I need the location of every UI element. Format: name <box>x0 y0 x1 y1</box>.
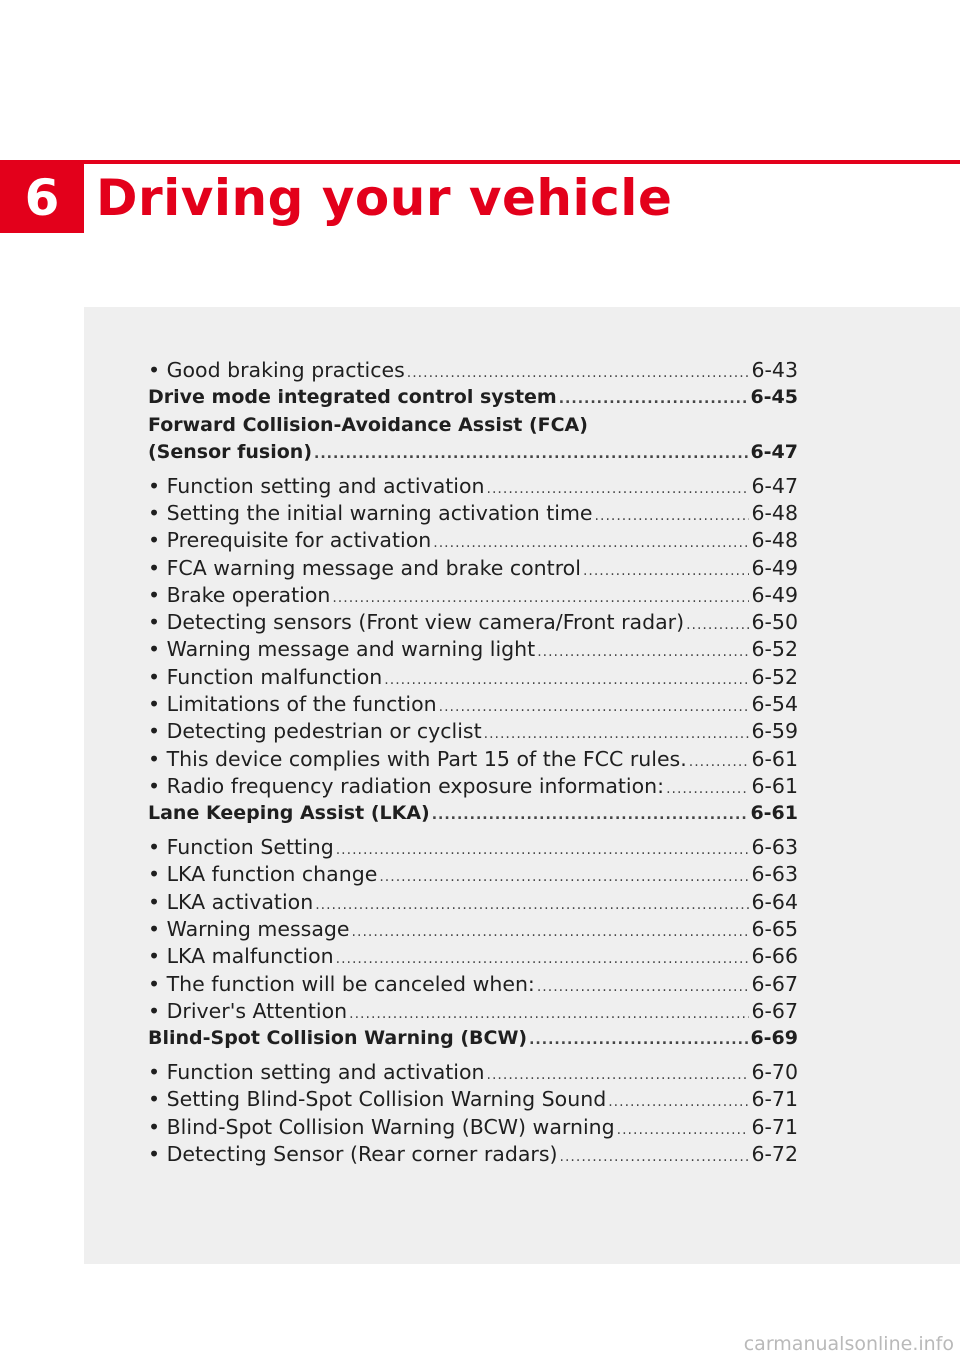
toc-subentry[interactable] <box>148 943 798 970</box>
toc-subentry[interactable] <box>148 773 798 800</box>
toc-page-number: 6-47 <box>751 473 798 498</box>
toc-entry-label: • LKA malfunction <box>148 944 334 969</box>
toc-leader-dots <box>484 721 750 748</box>
toc-leader-dots <box>407 360 750 387</box>
toc-entry-label: • Detecting Sensor (Rear corner radars) <box>148 1141 558 1166</box>
toc-entry-label: • FCA warning message and brake control <box>148 555 581 580</box>
toc-page-number: 6-71 <box>751 1087 798 1112</box>
toc-entry-label: • Function Setting <box>148 835 334 860</box>
toc-entry-label: • This device complies with Part 15 of the FCC rules. <box>148 746 687 771</box>
toc-page-number: 6-43 <box>751 358 798 382</box>
toc-leader-dots <box>336 837 750 864</box>
toc-leader-dots <box>379 864 749 891</box>
toc-leader-dots <box>384 667 749 694</box>
toc-page-number: 6-66 <box>751 944 798 969</box>
toc-subentry[interactable] <box>148 834 798 861</box>
toc-subentry[interactable] <box>148 582 798 609</box>
toc-entry-label: • Limitations of the function <box>148 692 437 717</box>
toc-leader-dots <box>595 503 750 530</box>
toc-entry-label: Lane Keeping Assist (LKA) <box>148 802 430 825</box>
toc-entry-label: Drive mode integrated control system <box>148 386 557 409</box>
toc-entry-label: • Prerequisite for activation <box>148 528 432 553</box>
toc-heading[interactable] <box>148 384 798 411</box>
toc-subentry[interactable] <box>148 889 798 916</box>
toc-subentry[interactable] <box>148 971 798 998</box>
toc-subentry[interactable] <box>148 500 798 527</box>
toc-entry-label: • Good braking practices <box>148 358 405 382</box>
toc-page-number: 6-49 <box>751 555 798 580</box>
toc-entry-label: • Function setting and activation <box>148 473 485 498</box>
toc-leader-dots <box>537 974 750 1001</box>
toc-leader-dots <box>432 802 749 829</box>
toc-entry-label: • Function malfunction <box>148 664 383 689</box>
toc-subentry[interactable] <box>148 746 798 773</box>
toc-page-number: 6-47 <box>750 440 798 463</box>
toc-entry-label: • Detecting sensors (Front view camera/Front radar) <box>148 610 685 635</box>
toc-page-number: 6-63 <box>751 835 798 860</box>
toc-subentry[interactable] <box>148 1141 798 1168</box>
toc-page-number: 6-67 <box>751 998 798 1023</box>
chapter-header <box>0 160 960 233</box>
toc-leader-dots <box>315 892 749 919</box>
toc-subentry[interactable] <box>148 1086 798 1113</box>
toc-page-number: 6-61 <box>751 746 798 771</box>
toc-subentry[interactable] <box>148 691 798 718</box>
toc-leader-dots <box>560 1144 750 1171</box>
toc-leader-dots <box>689 749 750 776</box>
toc-entry-label: Forward Collision-Avoidance Assist (FCA) <box>148 413 588 436</box>
toc-page-number: 6-70 <box>751 1059 798 1084</box>
toc-entry-label: • Setting the initial warning activation time <box>148 500 593 525</box>
table-of-contents-panel <box>84 307 960 1264</box>
toc-subentry[interactable] <box>148 861 798 888</box>
toc-entry-label: (Sensor fusion) <box>148 440 313 463</box>
toc-heading[interactable] <box>148 1025 798 1052</box>
toc-entry-label: • Setting Blind-Spot Collision Warning Sound <box>148 1087 607 1112</box>
toc-leader-dots <box>583 558 750 585</box>
toc-entry-label: • Warning message and warning light <box>148 637 536 662</box>
toc-subentry[interactable] <box>148 357 798 384</box>
toc-subentry[interactable] <box>148 998 798 1025</box>
toc-entry-label: • LKA activation <box>148 889 314 914</box>
toc-subentry[interactable] <box>148 1114 798 1141</box>
toc-heading[interactable] <box>148 412 798 439</box>
toc-subentry[interactable] <box>148 473 798 500</box>
toc-subentry[interactable] <box>148 555 798 582</box>
toc-leader-dots <box>537 639 749 666</box>
toc-subentry[interactable] <box>148 916 798 943</box>
toc-leader-dots <box>608 1089 749 1116</box>
toc-page-number: 6-61 <box>751 773 798 798</box>
toc-subentry[interactable] <box>148 718 798 745</box>
toc-entry-label: • The function will be canceled when: <box>148 971 535 996</box>
toc-leader-dots <box>352 919 750 946</box>
toc-heading[interactable] <box>148 800 798 827</box>
toc-leader-dots <box>487 476 750 503</box>
toc-leader-dots <box>686 612 749 639</box>
watermark: carmanualsonline.info <box>743 1333 954 1355</box>
toc-subentry[interactable] <box>148 664 798 691</box>
toc-leader-dots <box>433 530 749 557</box>
toc-subentry[interactable] <box>148 636 798 663</box>
toc-entry-label: • Radio frequency radiation exposure information: <box>148 773 665 798</box>
toc-page-number: 6-61 <box>750 802 798 825</box>
chapter-title: Driving your vehicle <box>96 169 673 227</box>
toc-leader-dots <box>487 1062 750 1089</box>
toc-leader-dots <box>439 694 750 721</box>
toc-page-number: 6-65 <box>751 916 798 941</box>
toc-page-number: 6-50 <box>751 610 798 635</box>
toc-page-number: 6-69 <box>750 1027 798 1050</box>
toc-entry-label: • LKA function change <box>148 862 378 887</box>
toc-page-number: 6-64 <box>751 889 798 914</box>
toc-leader-dots <box>336 946 750 973</box>
toc-leader-dots <box>314 441 748 468</box>
toc-leader-dots <box>529 1027 748 1054</box>
toc-page-number: 6-54 <box>751 692 798 717</box>
toc-page-number: 6-71 <box>751 1114 798 1139</box>
toc-entry-label: Blind-Spot Collision Warning (BCW) <box>148 1027 528 1050</box>
toc-page-number: 6-72 <box>751 1141 798 1166</box>
toc-entry-label: • Blind-Spot Collision Warning (BCW) warning <box>148 1114 615 1139</box>
toc-page-number: 6-48 <box>751 528 798 553</box>
toc-page-number: 6-52 <box>751 637 798 662</box>
toc-page-number: 6-59 <box>751 719 798 744</box>
toc-entry-label: • Warning message <box>148 916 350 941</box>
toc-leader-dots <box>559 386 749 413</box>
toc-leader-dots <box>617 1117 750 1144</box>
toc-leader-dots <box>332 585 749 612</box>
toc-page-number: 6-45 <box>750 386 798 409</box>
toc-heading[interactable] <box>148 439 798 466</box>
toc-leader-dots <box>349 1001 749 1028</box>
toc-page-number: 6-63 <box>751 862 798 887</box>
toc-page-number: 6-48 <box>751 500 798 525</box>
chapter-number: 6 <box>0 164 84 233</box>
toc-entry-label: • Brake operation <box>148 582 331 607</box>
toc-subentry[interactable] <box>148 1059 798 1086</box>
toc-subentry[interactable] <box>148 527 798 554</box>
toc-leader-dots <box>666 776 749 803</box>
toc-page-number: 6-67 <box>751 971 798 996</box>
toc-subentry[interactable] <box>148 609 798 636</box>
toc-entry-label: • Detecting pedestrian or cyclist <box>148 719 482 744</box>
toc-page-number: 6-52 <box>751 664 798 689</box>
toc-page-number: 6-49 <box>751 582 798 607</box>
toc-entry-label: • Function setting and activation <box>148 1059 485 1084</box>
toc-list <box>148 357 798 1168</box>
toc-entry-label: • Driver's Attention <box>148 998 348 1023</box>
